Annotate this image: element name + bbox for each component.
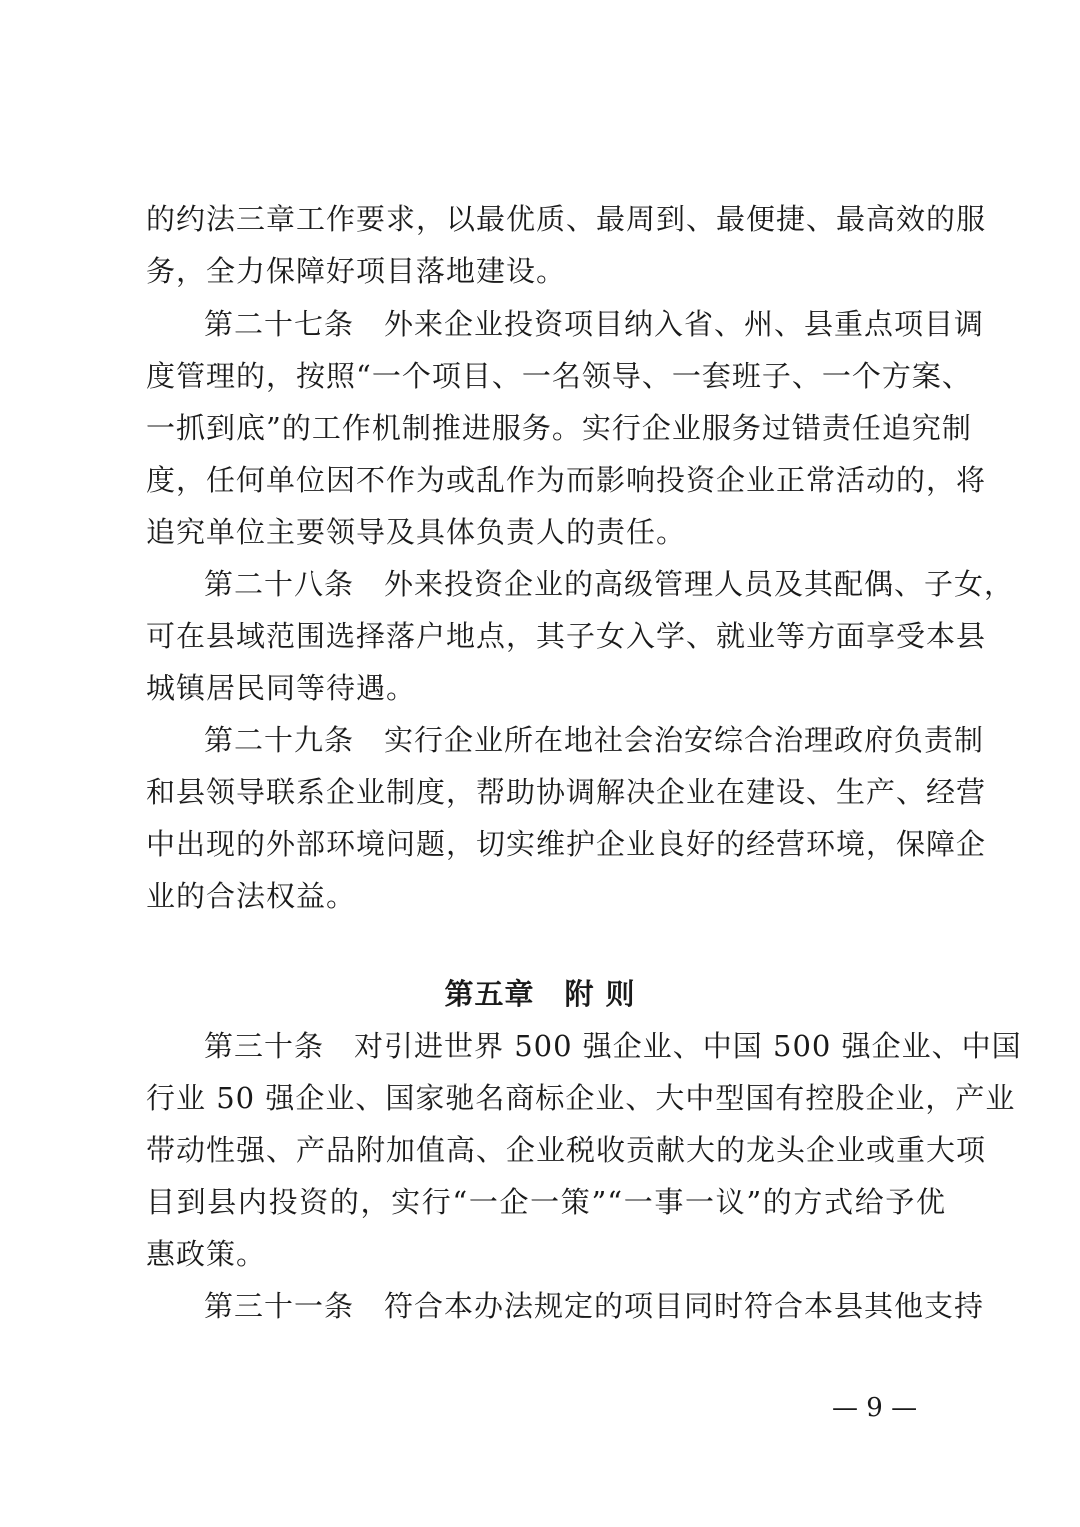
paragraph-line: 业的合法权益。 <box>146 879 357 913</box>
page-number: — 9 — <box>832 1393 918 1423</box>
article-28-line: 第二十八条 外来投资企业的高级管理人员及其配偶、子女， <box>204 567 1015 601</box>
paragraph-line: 度，任何单位因不作为或乱作为而影响投资企业正常活动的，将 <box>146 463 987 497</box>
chapter-title: 第五章 附 则 <box>444 977 636 1011</box>
article-29-line: 第二十九条 实行企业所在地社会治安综合治理政府负责制 <box>204 723 985 757</box>
paragraph-line: 行业 50 强企业、国家驰名商标企业、大中型国有控股企业，产业 <box>146 1081 1016 1115</box>
article-27-line: 第二十七条 外来企业投资项目纳入省、州、县重点项目调 <box>204 307 985 341</box>
paragraph-line: 可在县域范围选择落户地点，其子女入学、就业等方面享受本县 <box>146 619 987 653</box>
paragraph-line: 的约法三章工作要求，以最优质、最周到、最便捷、最高效的服 <box>146 202 987 236</box>
paragraph-line: 追究单位主要领导及具体负责人的责任。 <box>146 515 687 549</box>
paragraph-line: 度管理的，按照“一个项目、一名领导、一套班子、一个方案、 <box>146 359 972 393</box>
paragraph-line: 中出现的外部环境问题，切实维护企业良好的经营环境，保障企 <box>146 827 987 861</box>
paragraph-line: 和县领导联系企业制度，帮助协调解决企业在建设、生产、经营 <box>146 775 987 809</box>
article-31-line: 第三十一条 符合本办法规定的项目同时符合本县其他支持 <box>204 1289 985 1323</box>
paragraph-line: 城镇居民同等待遇。 <box>146 671 417 705</box>
paragraph-line: 惠政策。 <box>146 1237 267 1271</box>
paragraph-line: 带动性强、产品附加值高、企业税收贡献大的龙头企业或重大项 <box>146 1133 987 1167</box>
paragraph-line: 目到县内投资的，实行“一企一策”“一事一议”的方式给予优 <box>146 1185 946 1219</box>
paragraph-line: 务，全力保障好项目落地建设。 <box>146 254 567 288</box>
article-30-line: 第三十条 对引进世界 500 强企业、中国 500 强企业、中国 <box>204 1029 1022 1063</box>
paragraph-line: 一抓到底”的工作机制推进服务。实行企业服务过错责任追究制 <box>146 411 972 445</box>
